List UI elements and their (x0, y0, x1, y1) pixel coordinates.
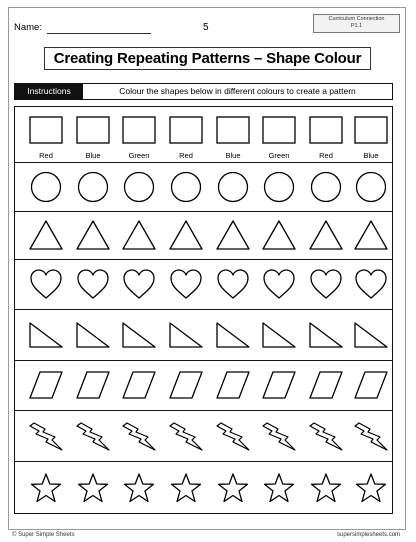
lightning-bolt-icon[interactable] (75, 420, 111, 452)
triangle-icon[interactable] (121, 219, 157, 251)
right-triangle-icon[interactable] (75, 319, 111, 351)
colour-label: Green (128, 151, 150, 160)
circle-icon[interactable] (28, 171, 64, 203)
parallelogram-icon[interactable] (215, 369, 251, 401)
heart-icon[interactable] (308, 268, 344, 300)
parallelogram-icon[interactable] (168, 369, 204, 401)
heart-icon[interactable] (121, 268, 157, 300)
triangle-icon[interactable] (261, 219, 297, 251)
row-divider (15, 461, 392, 462)
circle-icon[interactable] (75, 171, 111, 203)
name-field-line[interactable] (47, 33, 151, 34)
lightning-bolt-icon[interactable] (308, 420, 344, 452)
circle-icon[interactable] (261, 171, 297, 203)
parallelogram-icon[interactable] (353, 369, 389, 401)
right-triangle-icon[interactable] (215, 319, 251, 351)
right-triangle-icon[interactable] (308, 319, 344, 351)
curriculum-code: P1.1 (350, 23, 363, 29)
square-icon[interactable] (261, 115, 297, 147)
circle-icon[interactable] (121, 171, 157, 203)
circle-icon[interactable] (353, 171, 389, 203)
heart-icon[interactable] (75, 268, 111, 300)
colour-label: Red (179, 151, 193, 160)
colour-label: Blue (225, 151, 241, 160)
triangle-icon[interactable] (28, 219, 64, 251)
instructions-label: Instructions (15, 84, 83, 99)
curriculum-connection-box (313, 14, 400, 33)
square-icon[interactable] (168, 115, 204, 147)
star-icon[interactable] (308, 472, 344, 504)
star-icon[interactable] (353, 472, 389, 504)
right-triangle-icon[interactable] (168, 319, 204, 351)
square-icon[interactable] (353, 115, 389, 147)
lightning-bolt-icon[interactable] (353, 420, 389, 452)
lightning-bolt-icon[interactable] (215, 420, 251, 452)
colour-label: Red (39, 151, 53, 160)
page-number: 5 (203, 22, 209, 33)
row-divider (15, 410, 392, 411)
square-icon[interactable] (308, 115, 344, 147)
square-icon[interactable] (75, 115, 111, 147)
lightning-bolt-icon[interactable] (121, 420, 157, 452)
lightning-bolt-icon[interactable] (168, 420, 204, 452)
heart-icon[interactable] (353, 268, 389, 300)
parallelogram-icon[interactable] (28, 369, 64, 401)
triangle-icon[interactable] (168, 219, 204, 251)
row-divider (15, 360, 392, 361)
star-icon[interactable] (121, 472, 157, 504)
row-divider (15, 162, 392, 163)
footer-copyright: © Super Simple Sheets (12, 532, 75, 538)
circle-icon[interactable] (168, 171, 204, 203)
triangle-icon[interactable] (308, 219, 344, 251)
parallelogram-icon[interactable] (261, 369, 297, 401)
star-icon[interactable] (75, 472, 111, 504)
heart-icon[interactable] (28, 268, 64, 300)
right-triangle-icon[interactable] (121, 319, 157, 351)
parallelogram-icon[interactable] (75, 369, 111, 401)
instructions-text: Colour the shapes below in different colours to create a pattern (119, 86, 356, 96)
square-icon[interactable] (121, 115, 157, 147)
heart-icon[interactable] (261, 268, 297, 300)
curriculum-title: Curriculum Connection (328, 16, 385, 22)
square-icon[interactable] (28, 115, 64, 147)
footer-website: supersimplesheets.com (337, 532, 401, 538)
row-divider (15, 309, 392, 310)
lightning-bolt-icon[interactable] (261, 420, 297, 452)
heart-icon[interactable] (168, 268, 204, 300)
parallelogram-icon[interactable] (121, 369, 157, 401)
triangle-icon[interactable] (215, 219, 251, 251)
right-triangle-icon[interactable] (353, 319, 389, 351)
star-icon[interactable] (261, 472, 297, 504)
star-icon[interactable] (168, 472, 204, 504)
right-triangle-icon[interactable] (261, 319, 297, 351)
colour-label: Blue (363, 151, 379, 160)
star-icon[interactable] (28, 472, 64, 504)
row-divider (15, 211, 392, 212)
shape-grid (14, 106, 393, 514)
parallelogram-icon[interactable] (308, 369, 344, 401)
square-icon[interactable] (215, 115, 251, 147)
worksheet-title: Creating Repeating Patterns – Shape Colour (44, 47, 371, 70)
circle-icon[interactable] (215, 171, 251, 203)
star-icon[interactable] (215, 472, 251, 504)
heart-icon[interactable] (215, 268, 251, 300)
triangle-icon[interactable] (353, 219, 389, 251)
lightning-bolt-icon[interactable] (28, 420, 64, 452)
circle-icon[interactable] (308, 171, 344, 203)
name-label: Name: (14, 22, 42, 33)
row-divider (15, 259, 392, 260)
colour-label: Red (319, 151, 333, 160)
colour-label: Green (268, 151, 290, 160)
colour-label: Blue (85, 151, 101, 160)
instructions-bar (14, 83, 393, 100)
right-triangle-icon[interactable] (28, 319, 64, 351)
triangle-icon[interactable] (75, 219, 111, 251)
